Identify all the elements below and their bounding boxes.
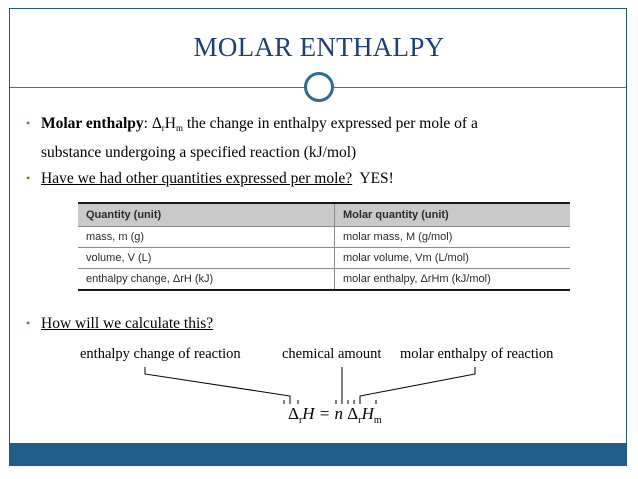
equation <box>288 404 382 426</box>
eq-n: n <box>334 404 344 423</box>
title-circle-ornament <box>304 72 334 102</box>
table-row <box>78 269 570 291</box>
definition-line1: the change in enthalpy expressed per mole of a <box>186 115 478 132</box>
definition-line2: substance undergoing a specified reaction (kJ/mol) <box>41 144 357 161</box>
quantity-table <box>78 202 570 291</box>
table-cell: enthalpy change, ΔrH (kJ) <box>78 269 335 291</box>
table-row <box>78 248 570 269</box>
table-cell: volume, V (L) <box>78 248 335 269</box>
symbol-delta: Δ <box>151 115 162 132</box>
table-cell: molar enthalpy, ΔrHm (kJ/mol) <box>335 269 571 291</box>
bullet-text <box>41 313 601 334</box>
eq-delta-2: Δ <box>347 404 359 423</box>
label-enthalpy-change: enthalpy change of reaction <box>80 346 241 362</box>
label-molar-enthalpy: molar enthalpy of reaction <box>400 346 554 362</box>
eq-delta-1: Δ <box>288 404 299 423</box>
slide-title: MOLAR ENTHALPY <box>193 32 445 62</box>
bullet-dot-icon: • <box>26 316 31 330</box>
eq-r-1: r <box>298 415 303 426</box>
equation-diagram <box>60 340 580 440</box>
question-calculate: How will we calculate this? <box>41 315 214 332</box>
table-header-quantity: Quantity (unit) <box>78 203 335 227</box>
eq-h-2: H <box>361 404 374 423</box>
symbol-r: r <box>161 123 165 133</box>
eq-r-2: r <box>358 415 362 426</box>
eq-m-2: m <box>373 415 382 426</box>
table-header-row <box>78 203 570 227</box>
table-header-molar-quantity: Molar quantity (unit) <box>335 203 571 227</box>
table-cell: mass, m (g) <box>78 227 335 248</box>
bullet-text: Molar enthalpy: $\Delta_rH_m$ the change in enthalpy expressed per mole of a substance undergoing a specified reaction (kJ/mol) <box>41 113 601 163</box>
symbol-m: m <box>175 123 183 133</box>
table-cell: molar volume, Vm (L/mol) <box>335 248 571 269</box>
footer-bar <box>10 443 626 466</box>
bullet-dot-icon: • <box>26 171 31 185</box>
symbol-h: H <box>164 115 176 132</box>
eq-h-equals: H = <box>302 404 335 423</box>
term-molar-enthalpy: Molar enthalpy <box>41 115 144 132</box>
label-chemical-amount: chemical amount <box>282 346 382 362</box>
answer-yes: YES! <box>359 170 394 187</box>
bullet-text <box>41 168 601 189</box>
bullet-dot-icon: • <box>26 116 31 130</box>
table-row <box>78 227 570 248</box>
question-other-quantities: Have we had other quantities expressed per mole? <box>41 170 353 187</box>
table-cell: molar mass, M (g/mol) <box>335 227 571 248</box>
